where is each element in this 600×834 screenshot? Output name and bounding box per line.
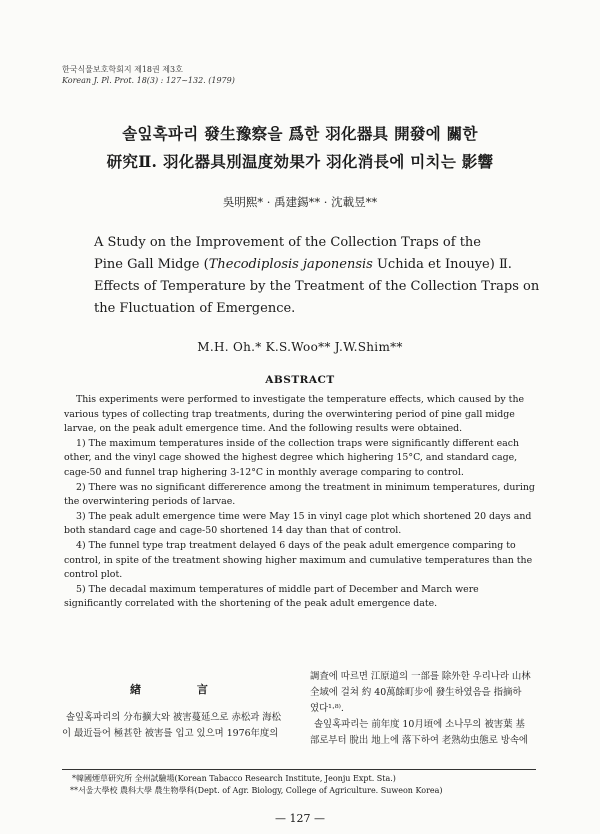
intro-right-line: 였다¹·⁸⁾. bbox=[310, 703, 344, 714]
abstract-item-2: 2) There was no significant differerence among the treatment in minimum temperatures, during the overwintering periods of larvae. bbox=[64, 481, 535, 508]
abstract-intro: This experiments were performed to investigate the temperature effects, which caused by the various types of collecting trap treatments, during the overwintering period of pine gall midge larvae, on the peak adult emergence time. And the following results were obtained. bbox=[64, 394, 525, 435]
intro-right-line: 部로부터 脫出 地上에 落下하여 老熟幼虫態로 방속에 bbox=[310, 735, 528, 746]
introduction-heading: 緖 言 bbox=[130, 683, 234, 696]
intro-right-line: 調査에 따르면 江原道의 一部를 除外한 우리나라 山林 bbox=[310, 671, 531, 682]
journal-name-korean: 한국식물보호학회지 제18권 제3호 bbox=[62, 65, 183, 74]
abstract-body bbox=[64, 393, 536, 612]
journal-citation bbox=[62, 64, 235, 86]
title-korean-line-1: 솔잎혹파리 發生豫察을 爲한 羽化器具 開發에 關한 bbox=[122, 124, 478, 143]
title-english bbox=[94, 232, 540, 320]
intro-right-line: 全域에 걸쳐 約 40萬餘町步에 發生하였음을 指摘하 bbox=[310, 687, 522, 698]
abstract-item-4: 4) The funnel type trap treatment delayed 6 days of the peak adult emergence comparing to control, in spite of the treatment showing higher maximum and cumulative temperatures than the control plot. bbox=[64, 539, 533, 581]
footnote-divider bbox=[62, 769, 536, 770]
abstract-heading: ABSTRACT bbox=[265, 374, 335, 386]
title-english-line-1: A Study on the Improvement of the Collection Traps of the bbox=[94, 235, 481, 250]
title-korean-line-2: 研究Ⅱ. 羽化器具別温度効果가 羽化消長에 미치는 影響 bbox=[106, 152, 494, 171]
authors-korean: 吳明熙* · 禹建錫** · 沈載昱** bbox=[222, 195, 378, 209]
page-number: — 127 — bbox=[275, 812, 325, 825]
journal-name-english: Korean J. Pl. Prot. 18(3) : 127~132. (1979) bbox=[62, 76, 235, 85]
authors-english: M.H. Oh.* K.S.Woo** J.W.Shim** bbox=[197, 340, 403, 354]
species-name: Thecodiplosis japonensis bbox=[208, 257, 373, 272]
abstract-item-1: 1) The maximum temperatures inside of the collection traps were significantly different each other, and the vinyl cage showed the highest degree which highering 15°C, and standard cage, cage-50 and funnel trap highering 3-12°C in monthly average comparing to control. bbox=[64, 437, 520, 478]
title-english-line-2: Pine Gall Midge (Thecodiplosis japonensis Uchida et Inouye) Ⅱ. bbox=[94, 257, 512, 272]
intro-left-line: 이 最近들어 極甚한 被害를 입고 있으며 1976年度의 bbox=[62, 728, 279, 739]
intro-right-line: 솔잎혹파리는 前年度 10月頃에 소나무의 被害葉 基 bbox=[314, 719, 525, 730]
intro-left-line: 솔잎혹파리의 分布擴大와 被害蔓延으로 赤松과 海松 bbox=[66, 712, 281, 723]
title-english-line-4: the Fluctuation of Emergence. bbox=[94, 301, 296, 316]
abstract-item-3: 3) The peak adult emergence time were May 15 in vinyl cage plot which shortened 20 days and both standard cage and cage-50 shortened 14 day than that of control. bbox=[64, 510, 532, 537]
footnotes bbox=[62, 773, 443, 797]
introduction-right-column bbox=[310, 669, 542, 749]
introduction-left-column bbox=[62, 710, 292, 742]
abstract-item-5: 5) The decadal maximum temperatures of middle part of December and March were significantly correlated with the shortening of the peak adult emergence date. bbox=[64, 583, 479, 610]
footnote-affiliation-1: *韓國煙草研究所 全州試驗場(Korean Tabacco Research Institute, Jeonju Expt. Sta.) bbox=[72, 774, 396, 783]
title-english-line-3: Effects of Temperature by the Treatment of the Collection Traps on bbox=[94, 279, 540, 294]
footnote-affiliation-2: **서울大學校 農科大學 農生物學科(Dept. of Agr. Biology, College of Agriculture. Suweon Korea) bbox=[70, 786, 443, 795]
